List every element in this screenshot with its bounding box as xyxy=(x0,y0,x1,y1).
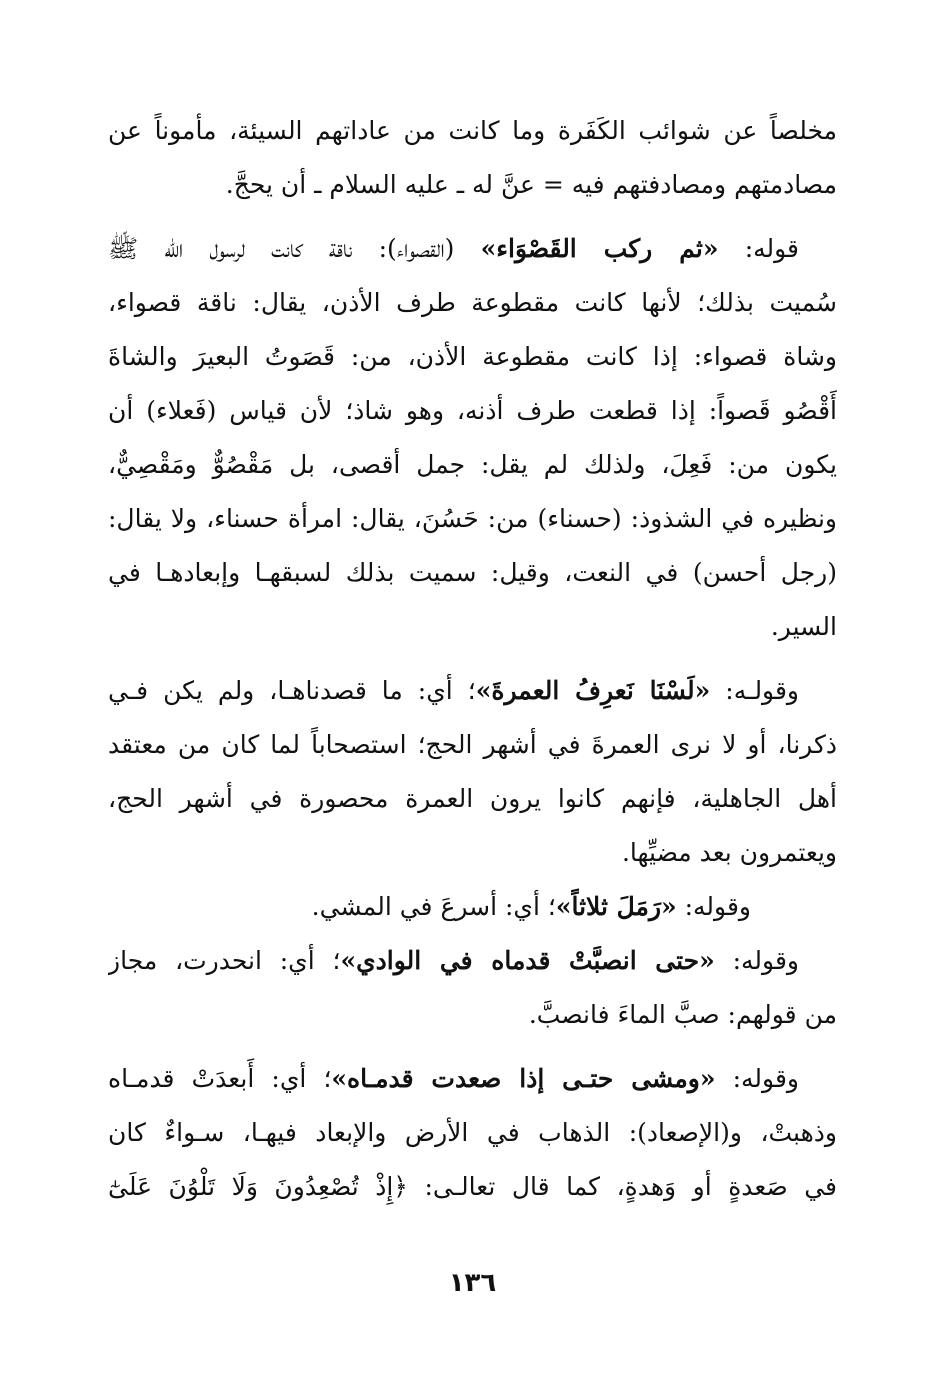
paragraph-umrah xyxy=(108,664,837,880)
page-number: ١٣٦ xyxy=(448,1268,497,1298)
hadith-quote: «لَسْنَا نَعرِفُ العمرةَ» xyxy=(475,676,711,705)
text-line: أهل الجاهلية، فإنهم كانوا يرون العمرة محصورة في أشهر الحج، xyxy=(108,784,837,813)
lead-text: وقوله: xyxy=(715,1064,799,1093)
paragraph-intro xyxy=(108,104,837,212)
text-line: سُميت بذلك؛ لأنها كانت مقطوعة طرف الأذن، يقال: ناقة قصواء، xyxy=(108,288,837,317)
text-line: وشاة قصواء: إذا كانت مقطوعة الأذن، من: قَصَوتُ البعيرَ والشاةَ xyxy=(108,342,837,371)
lead-text: وقوله: xyxy=(676,892,751,921)
hadith-quote: «ثم ركب القَصْوَاء» xyxy=(480,234,719,263)
text-line xyxy=(108,1052,837,1106)
text-line: مصادمتهم ومصادفتهم فيه = عنَّ له ـ عليه السلام ـ أن يحجَّ. xyxy=(225,170,837,199)
text-line: السير. xyxy=(770,612,837,641)
text-line: ونظيره في الشذوذ: (حسناء) من: حَسُنَ، يقال: امرأة حسناء، ولا يقال: xyxy=(108,504,837,533)
hadith-quote: «ومشى حتـى إذا صعدت قدمـاه» xyxy=(331,1064,716,1093)
text-line: (رجل أحسن) في النعت، وقيل: سميت بذلك لسبقهـا وإبعادهـا في xyxy=(108,558,837,587)
lead-text: قوله: xyxy=(718,234,799,263)
quran-verse: ﴿إِذْ تُصْعِدُونَ وَلَا تَلْوُنَ عَلَىٰٓ xyxy=(108,1172,408,1201)
commentary-text: (القصواء): ناقة كانت لرسول الله ﷺ xyxy=(108,234,481,263)
text-line xyxy=(108,1160,837,1214)
commentary-text: ؛ أي: انحدرت، مجاز xyxy=(108,946,341,975)
paragraph-isaad xyxy=(108,1052,837,1214)
text-line xyxy=(108,664,837,718)
text-line xyxy=(108,934,837,988)
hadith-quote: «رَمَلَ ثلاثاً» xyxy=(555,892,677,921)
text-line xyxy=(108,880,837,934)
commentary-text: ؛ أي: أسرعَ في المشي. xyxy=(311,892,556,921)
text-line: من قولهم: صبَّ الماءَ فانصبَّ. xyxy=(528,1000,837,1029)
text-line: ويعتمرون بعد مضيِّها. xyxy=(621,838,837,867)
text-line: مخلصاً عن شوائب الكَفَرة وما كانت من عاداتهم السيئة، مأموناً عن xyxy=(108,116,837,145)
text-line xyxy=(108,222,837,276)
commentary-text: ؛ أي: ما قصدناهـا، ولم يكن فـي xyxy=(108,676,476,705)
lead-text: في صَعدةٍ أو وَهدةٍ، كما قال تعالـى: xyxy=(407,1172,837,1201)
lead-text: وقوله: xyxy=(714,946,799,975)
commentary-text: ؛ أي: أَبعدَتْ قدمـاه xyxy=(108,1064,332,1093)
lead-text: وقولـه: xyxy=(710,676,799,705)
text-line: وذهبتْ، و(الإصعاد): الذهاب في الأرض والإبعاد فيهـا، سـواءٌ كان xyxy=(108,1118,837,1147)
text-line: ذكرنا، أو لا نرى العمرةَ في أشهر الحج؛ استصحاباً لما كان من معتقد xyxy=(108,730,837,759)
book-page xyxy=(108,104,837,1317)
paragraph-ramal xyxy=(108,880,837,934)
text-line: أَقْصُو قَصواً: إذا قطعت طرف أذنه، وهو شاذ؛ لأن قياس (فَعلاء) أن xyxy=(108,396,837,425)
paragraph-qaswa xyxy=(108,222,837,654)
text-line: يكون من: فَعِلَ، ولذلك لم يقل: جمل أقصى، بل مَقْصُوٌّ ومَقْصِيٌّ، xyxy=(108,450,837,479)
hadith-quote: «حتى انصبَّتْ قدماه في الوادي» xyxy=(340,946,715,975)
paragraph-insabbat xyxy=(108,934,837,1042)
